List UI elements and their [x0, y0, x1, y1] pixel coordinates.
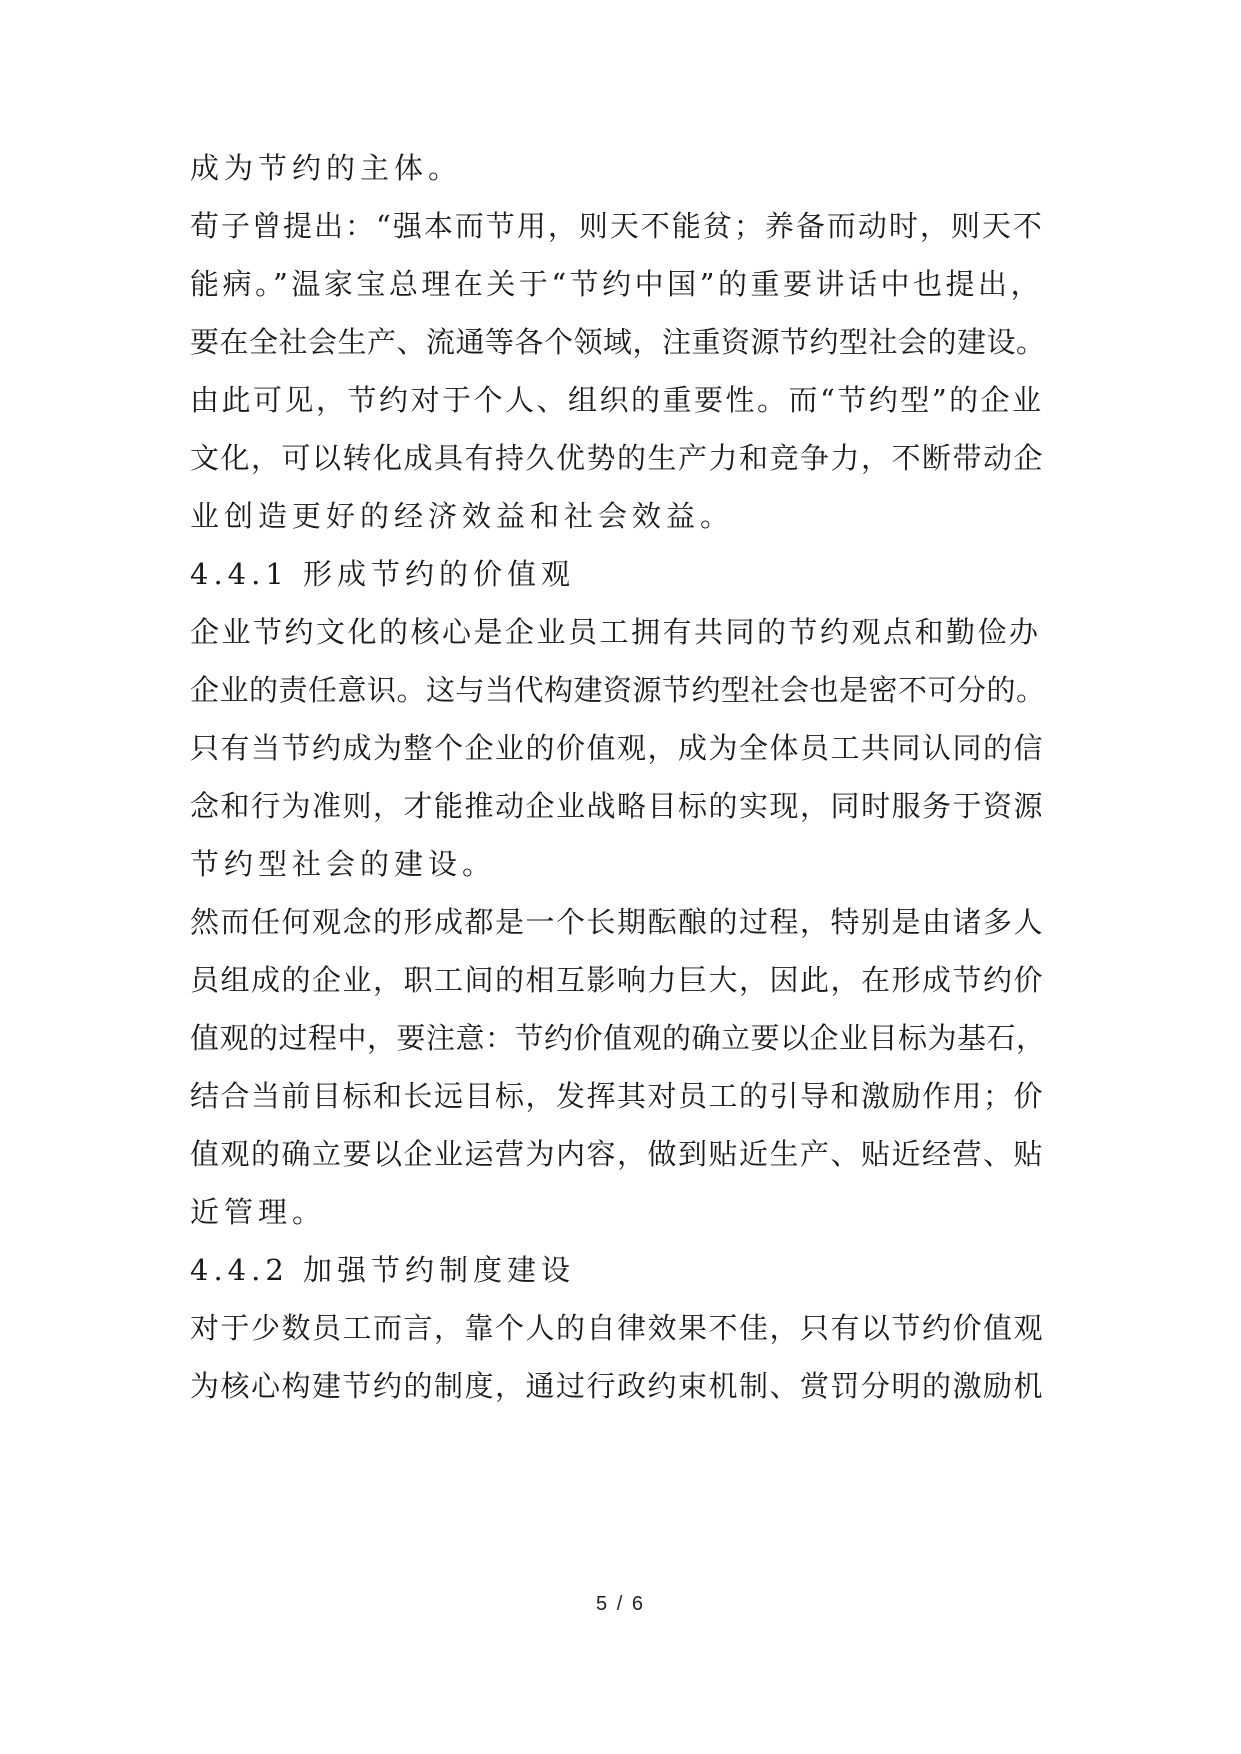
page-number: 5 / 6	[596, 1593, 645, 1615]
text-line: 为核心构建节约的制度，通过行政约束机制、赏罚分明的激励机	[190, 1369, 1045, 1403]
text-line: 念和行为准则，才能推动企业战略目标的实现，同时服务于资源	[190, 789, 1045, 823]
text-line: 要在全社会生产、流通等各个领域，注重资源节约型社会的建设。	[190, 325, 1046, 359]
section-heading: 4.4.1 形成节约的价值观	[190, 557, 576, 591]
text-line: 员组成的企业，职工间的相互影响力巨大，因此，在形成节约价	[190, 963, 1045, 997]
text-line: 结合当前目标和长远目标，发挥其对员工的引导和激励作用；价	[190, 1079, 1045, 1113]
text-line: 由此可见，节约对于个人、组织的重要性。而“节约型”的企业	[190, 383, 1044, 417]
text-line: 只有当节约成为整个企业的价值观，成为全体员工共同认同的信	[190, 731, 1045, 765]
text-line: 值观的过程中，要注意：节约价值观的确立要以企业目标为基石，	[190, 1021, 1046, 1055]
text-line: 然而任何观念的形成都是一个长期酝酿的过程，特别是由诸多人	[190, 905, 1045, 939]
text-line: 文化，可以转化成具有持久优势的生产力和竞争力，不断带动企	[190, 441, 1045, 475]
text-line: 业创造更好的经济效益和社会效益。	[190, 499, 735, 533]
text-line: 值观的确立要以企业运营为内容，做到贴近生产、贴近经营、贴	[190, 1137, 1045, 1171]
text-line: 对于少数员工而言，靠个人的自律效果不佳，只有以节约价值观	[190, 1311, 1045, 1345]
text-line: 能病。”温家宝总理在关于“节约中国”的重要讲话中也提出，	[190, 267, 1043, 301]
section-heading: 4.4.2 加强节约制度建设	[190, 1253, 576, 1287]
text-line: 成为节约的主体。	[190, 151, 463, 185]
text-line: 企业节约文化的核心是企业员工拥有共同的节约观点和勤俭办	[190, 615, 1041, 649]
text-line: 节约型社会的建设。	[190, 847, 497, 881]
text-line: 近管理。	[190, 1195, 327, 1229]
text-line: 荀子曾提出：“强本而节用，则天不能贫；养备而动时，则天不	[190, 209, 1044, 243]
text-line: 企业的责任意识。这与当代构建资源节约型社会也是密不可分的。	[190, 673, 1046, 707]
